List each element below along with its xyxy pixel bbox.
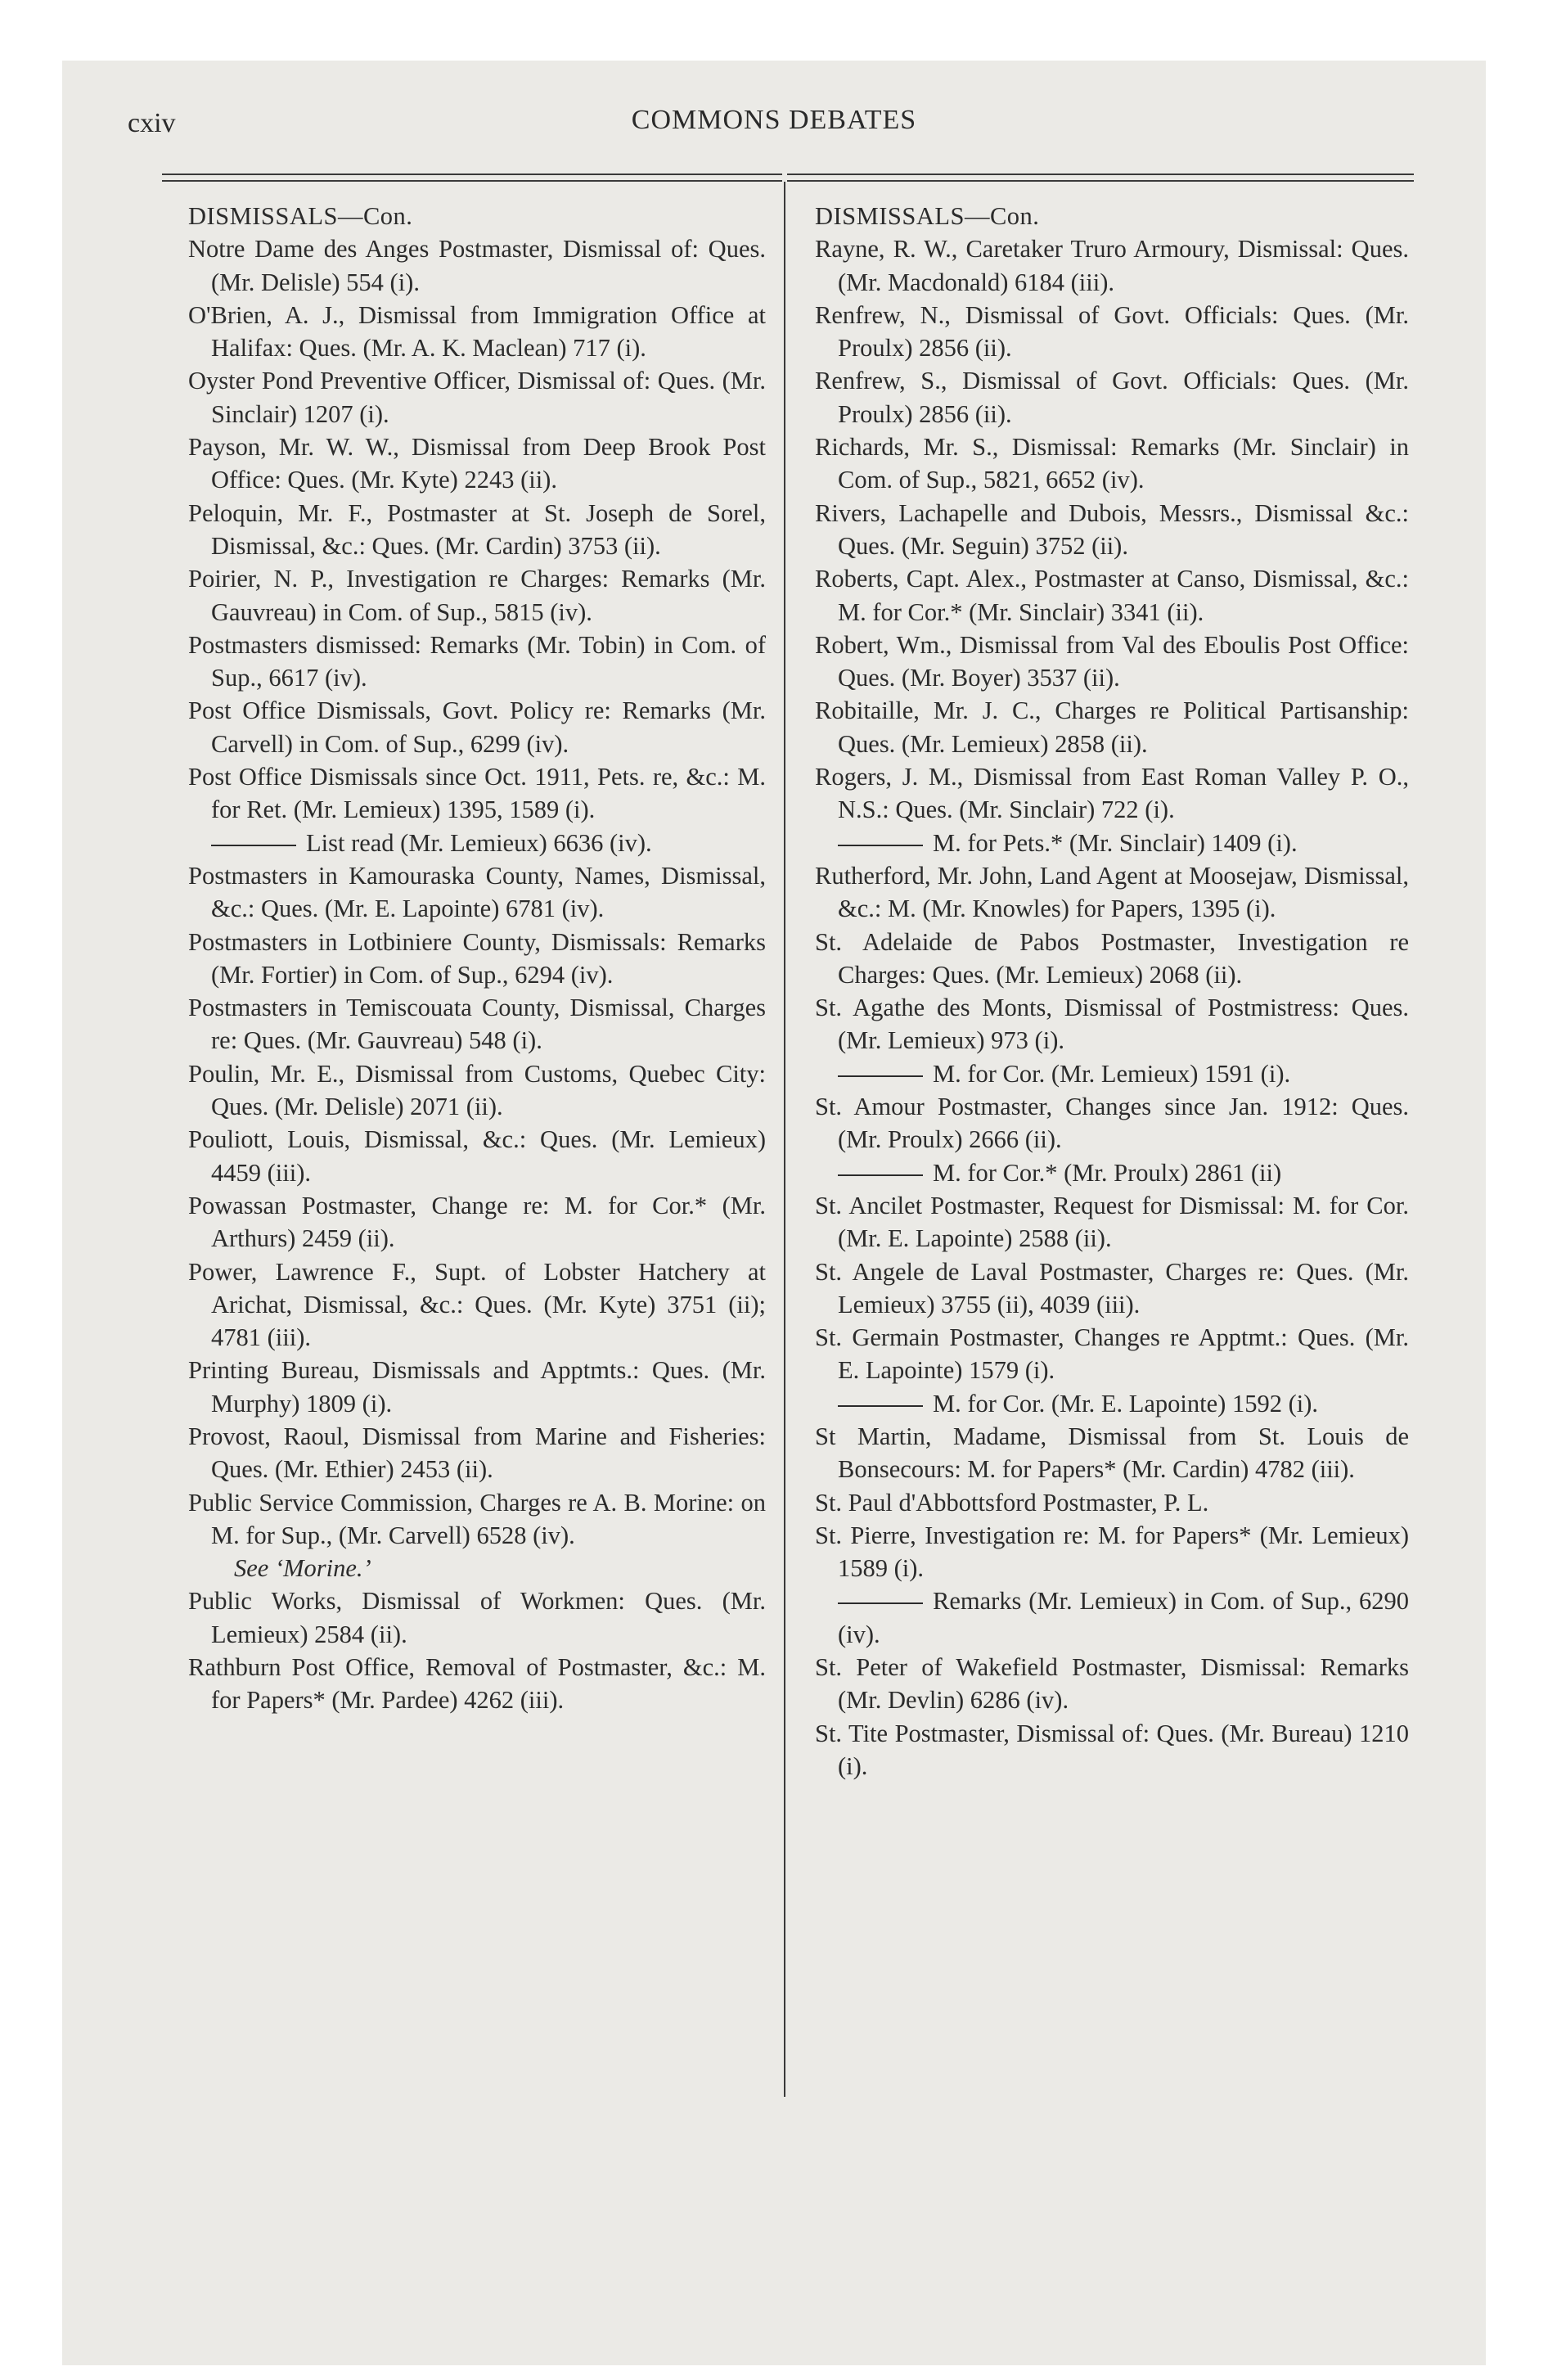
index-entry: Postmasters in Temiscouata County, Dismissal, Charges re: Ques. (Mr. Gauvreau) 548 (i).: [188, 994, 766, 1055]
index-entry: Rayne, R. W., Caretaker Truro Armoury, Dismissal: Ques. (Mr. Macdonald) 6184 (iii).: [815, 235, 1409, 296]
index-entry: Public Works, Dismissal of Workmen: Ques. (Mr. Lemieux) 2584 (ii).: [188, 1587, 766, 1648]
index-entry: Postmasters in Lotbiniere County, Dismissals: Remarks (Mr. Fortier) in Com. of Sup., 6294 (iv).: [188, 927, 766, 989]
index-entry: Poulin, Mr. E., Dismissal from Customs, Quebec City: Ques. (Mr. Delisle) 2071 (ii).: [188, 1059, 766, 1121]
index-entry: Peloquin, Mr. F., Postmaster at St. Joseph de Sorel, Dismissal, &c.: Ques. (Mr. Cardin) 3753 (ii).: [188, 498, 766, 560]
index-entry: St. Pierre, Investigation re: M. for Papers* (Mr. Lemieux) 1589 (i).: [815, 1521, 1409, 1583]
index-entry: Post Office Dismissals since Oct. 1911, Pets. re, &c.: M. for Ret. (Mr. Lemieux) 1395, 1589 (i).: [188, 763, 766, 824]
index-entry: St. Angele de Laval Postmaster, Charges re: Ques. (Mr. Lemieux) 3755 (ii), 4039 (iii).: [815, 1257, 1409, 1318]
ditto-dash: [838, 1075, 923, 1077]
index-entry: Oyster Pond Preventive Officer, Dismissal of: Ques. (Mr. Sinclair) 1207 (i).: [188, 367, 766, 428]
index-subentry: M. for Pets.* (Mr. Sinclair) 1409 (i).: [815, 827, 1409, 859]
index-entry: O'Brien, A. J., Dismissal from Immigration Office at Halifax: Ques. (Mr. A. K. Maclean) 717 (i).: [188, 300, 766, 363]
ditto-dash: [211, 845, 296, 846]
running-head-title: COMMONS DEBATES: [631, 105, 917, 135]
see-also-reference: See ‘Morine.’: [234, 1554, 371, 1583]
index-entry: Printing Bureau, Dismissals and Apptmts.: Ques. (Mr. Murphy) 1809 (i).: [188, 1356, 766, 1418]
header-rule-right-bottom: [787, 180, 1414, 182]
index-entry: Rathburn Post Office, Removal of Postmaster, &c.: M. for Papers* (Mr. Pardee) 4262 (iii).: [188, 1653, 766, 1715]
ditto-dash: [838, 1405, 923, 1407]
index-entry: Rivers, Lachapelle and Dubois, Messrs., Dismissal &c.: Ques. (Mr. Seguin) 3752 (ii).: [815, 498, 1409, 560]
header-rule-left-bottom: [162, 180, 782, 182]
index-entry: Renfrew, S., Dismissal of Govt. Officials: Ques. (Mr. Proulx) 2856 (ii).: [815, 367, 1409, 428]
index-entry: Robitaille, Mr. J. C., Charges re Political Partisanship: Ques. (Mr. Lemieux) 2858 (ii).: [815, 696, 1409, 758]
index-entry: St. Germain Postmaster, Changes re Apptmt.: Ques. (Mr. E. Lapointe) 1579 (i).: [815, 1323, 1409, 1385]
index-entry: Roberts, Capt. Alex., Postmaster at Canso, Dismissal, &c.: M. for Cor.* (Mr. Sinclair) 3341 (ii).: [815, 565, 1409, 626]
ditto-dash: [838, 1174, 923, 1176]
index-subentry: M. for Cor. (Mr. Lemieux) 1591 (i).: [815, 1057, 1409, 1090]
index-entry: Postmasters in Kamouraska County, Names, Dismissal, &c.: Ques. (Mr. E. Lapointe) 6781 (iv).: [188, 861, 766, 923]
index-entry: St. Ancilet Postmaster, Request for Dismissal: M. for Cor. (Mr. E. Lapointe) 2588 (ii).: [815, 1191, 1409, 1253]
header-rule-left-top: [162, 174, 782, 175]
column-heading: DISMISSALS—Con.: [188, 202, 413, 230]
index-subentry: List read (Mr. Lemieux) 6636 (iv).: [188, 827, 766, 859]
index-entry: Richards, Mr. S., Dismissal: Remarks (Mr. Sinclair) in Com. of Sup., 5821, 6652 (iv).: [815, 433, 1409, 494]
index-entry: Power, Lawrence F., Supt. of Lobster Hatchery at Arichat, Dismissal, &c.: Ques. (Mr. Kyte) 3751 (ii); 4781 (iii).: [188, 1257, 766, 1352]
index-entry: Robert, Wm., Dismissal from Val des Eboulis Post Office: Ques. (Mr. Boyer) 3537 (ii).: [815, 630, 1409, 692]
index-entry: Rutherford, Mr. John, Land Agent at Moosejaw, Dismissal, &c.: M. (Mr. Knowles) for Papers, 1395 (i).: [815, 861, 1409, 923]
index-entry: Renfrew, N., Dismissal of Govt. Officials: Ques. (Mr. Proulx) 2856 (ii).: [815, 300, 1409, 363]
index-entry: Powassan Postmaster, Change re: M. for Cor.* (Mr. Arthurs) 2459 (ii).: [188, 1191, 766, 1253]
index-entry: St. Agathe des Monts, Dismissal of Postmistress: Ques. (Mr. Lemieux) 973 (i).: [815, 994, 1409, 1055]
ditto-dash: [838, 1602, 923, 1604]
header-rule-right-top: [787, 174, 1414, 175]
index-entry: St. Tite Postmaster, Dismissal of: Ques. (Mr. Bureau) 1210 (i).: [815, 1719, 1409, 1780]
right-column: [815, 200, 1409, 1783]
index-entry: Notre Dame des Anges Postmaster, Dismissal of: Ques. (Mr. Delisle) 554 (i).: [188, 235, 766, 296]
index-subentry: Remarks (Mr. Lemieux) in Com. of Sup., 6290 (iv).: [838, 1587, 1409, 1648]
index-entry: Provost, Raoul, Dismissal from Marine and Fisheries: Ques. (Mr. Ethier) 2453 (ii).: [188, 1422, 766, 1484]
index-entry: Rogers, J. M., Dismissal from East Roman Valley P. O., N.S.: Ques. (Mr. Sinclair) 722 (i).: [815, 763, 1409, 824]
index-entry: Post Office Dismissals, Govt. Policy re: Remarks (Mr. Carvell) in Com. of Sup., 6299 (iv).: [188, 696, 766, 758]
index-entry: St. Amour Postmaster, Changes since Jan. 1912: Ques. (Mr. Proulx) 2666 (ii).: [815, 1093, 1409, 1154]
page-number: cxiv: [128, 108, 176, 138]
index-entry: Poirier, N. P., Investigation re Charges: Remarks (Mr. Gauvreau) in Com. of Sup., 5815 (iv).: [188, 565, 766, 626]
index-entry: Payson, Mr. W. W., Dismissal from Deep Brook Post Office: Ques. (Mr. Kyte) 2243 (ii).: [188, 433, 766, 494]
left-column: [188, 200, 766, 1717]
index-entry: St. Peter of Wakefield Postmaster, Dismissal: Remarks (Mr. Devlin) 6286 (iv).: [815, 1653, 1409, 1715]
index-entry: St Martin, Madame, Dismissal from St. Louis de Bonsecours: M. for Papers* (Mr. Cardin) 4782 (iii).: [815, 1422, 1409, 1484]
index-entry: St. Adelaide de Pabos Postmaster, Investigation re Charges: Ques. (Mr. Lemieux) 2068 (ii).: [815, 927, 1409, 989]
index-subentry: M. for Cor.* (Mr. Proulx) 2861 (ii): [815, 1156, 1409, 1189]
index-subentry: M. for Cor. (Mr. E. Lapointe) 1592 (i).: [815, 1387, 1409, 1420]
index-entry: Pouliott, Louis, Dismissal, &c.: Ques. (Mr. Lemieux) 4459 (iii).: [188, 1125, 766, 1187]
index-entry: Postmasters dismissed: Remarks (Mr. Tobin) in Com. of Sup., 6617 (iv).: [188, 630, 766, 692]
index-entry: Public Service Commission, Charges re A. B. Morine: on M. for Sup., (Mr. Carvell) 6528 (iv).: [188, 1488, 766, 1549]
column-heading: DISMISSALS—Con.: [815, 202, 1040, 230]
column-divider: [784, 182, 785, 2097]
ditto-dash: [838, 845, 923, 846]
index-entry: St. Paul d'Abbottsford Postmaster, P. L.: [815, 1488, 1209, 1517]
